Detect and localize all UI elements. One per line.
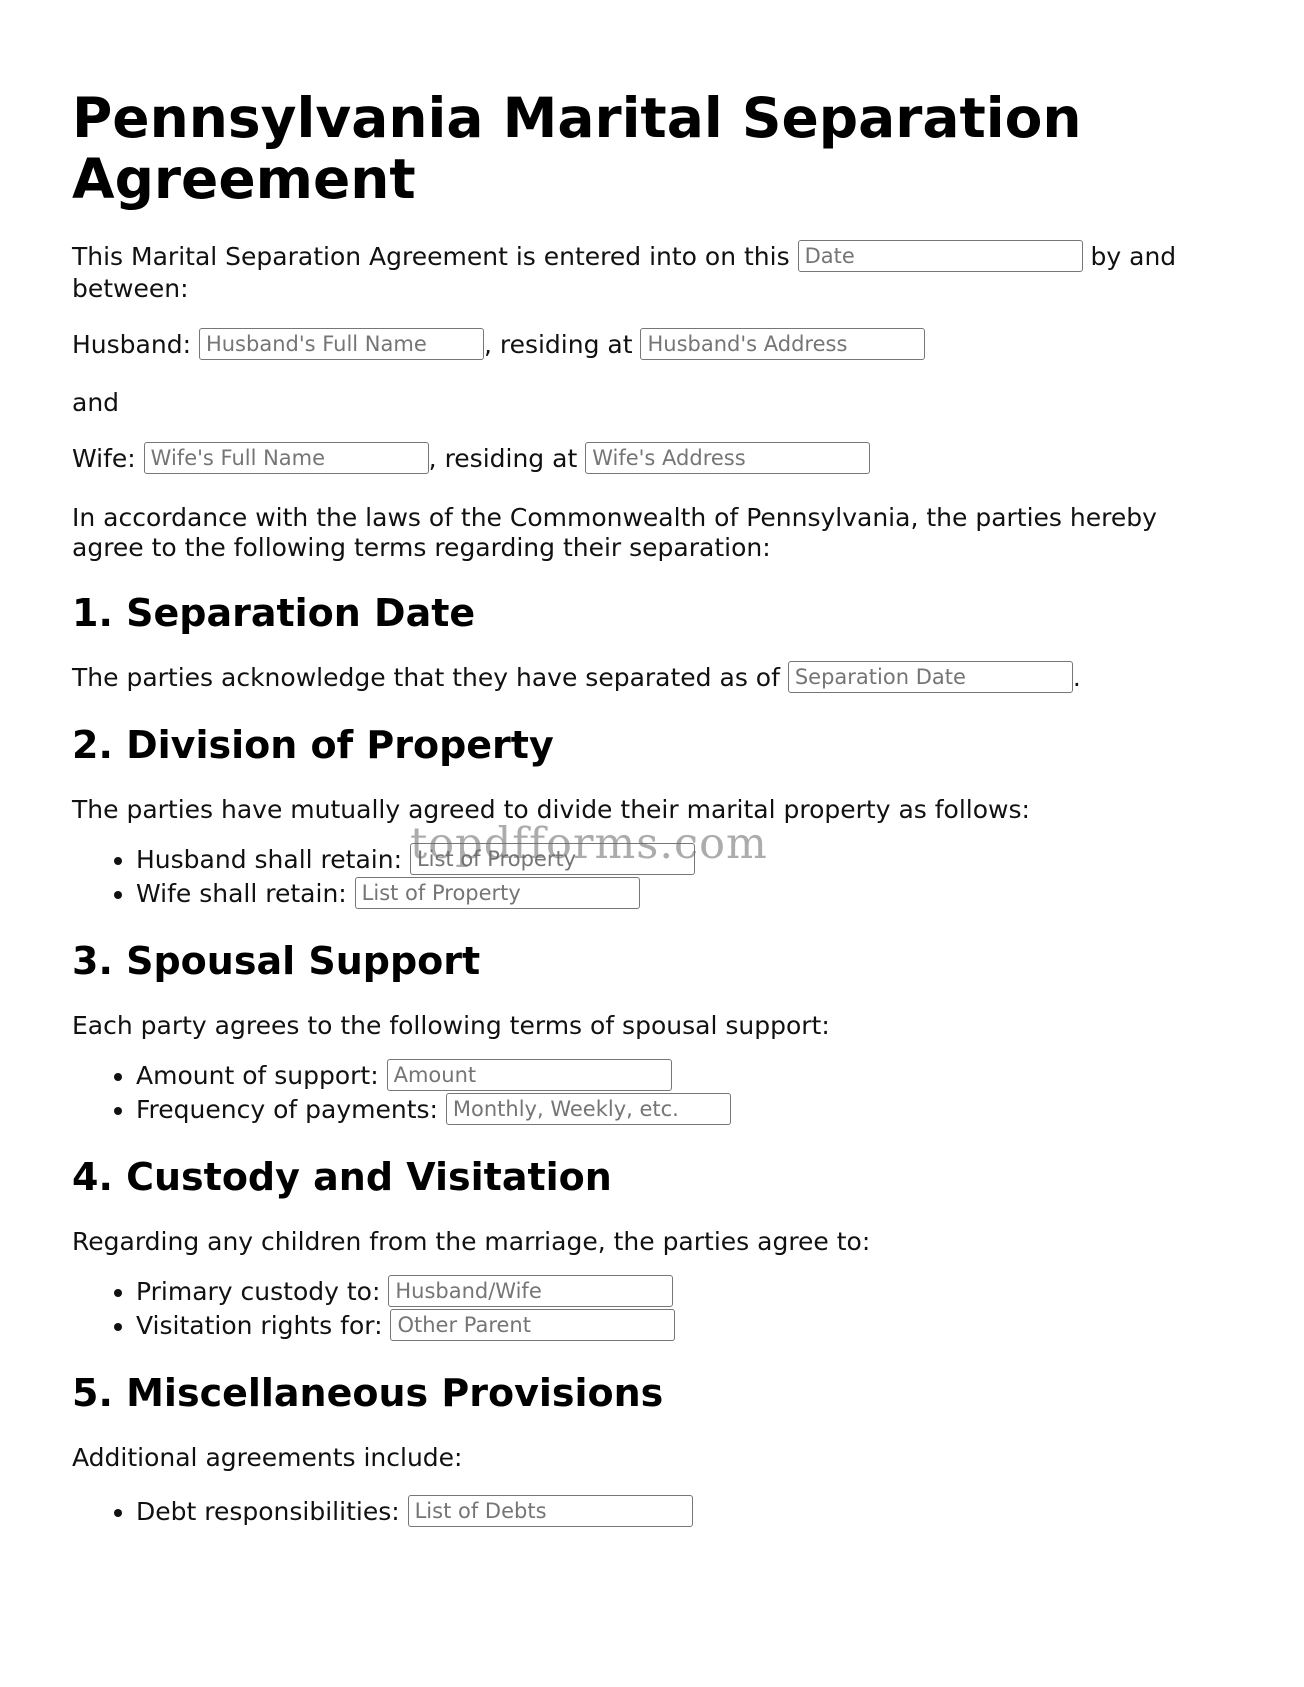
section-5-heading: 5. Miscellaneous Provisions (72, 1371, 664, 1415)
accordance-paragraph: In accordance with the laws of the Commonwealth of Pennsylvania, the parties hereby agree to the following terms regarding their separation: (72, 503, 1157, 562)
section-1-text (72, 663, 1232, 695)
custody-field[interactable] (388, 1275, 673, 1307)
section-1-heading: 1. Separation Date (72, 591, 476, 635)
section-2-heading: 2. Division of Property (72, 723, 554, 767)
list-item (136, 1495, 1232, 1529)
separation-text: The parties acknowledge that they have separated as of (72, 663, 788, 692)
property-list (72, 843, 1232, 911)
misc-list (72, 1495, 1232, 1529)
list-item (136, 1275, 1232, 1309)
wife-residing-text: , residing at (428, 444, 586, 473)
husband-residing-text: , residing at (483, 330, 641, 359)
wife-line (72, 444, 1232, 476)
wife-property-field[interactable] (355, 877, 640, 909)
wife-retain-label: Wife shall retain: (136, 879, 355, 908)
date-field[interactable] (798, 240, 1083, 272)
list-item (136, 877, 1232, 911)
document-title: Pennsylvania Marital Separation Agreement (72, 86, 1082, 211)
section-4-text: Regarding any children from the marriage, the parties agree to: (72, 1227, 871, 1256)
husband-address-field[interactable] (640, 328, 925, 360)
debts-field[interactable] (408, 1495, 693, 1527)
custody-list (72, 1275, 1232, 1343)
amount-label: Amount of support: (136, 1061, 387, 1090)
section-3-text: Each party agrees to the following terms of spousal support: (72, 1011, 830, 1040)
intro-text-end: by and between: (72, 242, 1177, 303)
support-list (72, 1059, 1232, 1127)
section-3-heading: 3. Spousal Support (72, 939, 481, 983)
list-item (136, 1093, 1232, 1127)
husband-retain-label: Husband shall retain: (136, 845, 410, 874)
intro-text: This Marital Separation Agreement is entered into on this (72, 242, 798, 271)
husband-property-field[interactable] (410, 843, 695, 875)
section-5-text: Additional agreements include: (72, 1443, 463, 1472)
wife-address-field[interactable] (585, 442, 870, 474)
husband-line (72, 330, 1232, 362)
document-page (72, 88, 1232, 1529)
custody-label: Primary custody to: (136, 1277, 389, 1306)
wife-label: Wife: (72, 444, 144, 473)
section-2-text: The parties have mutually agreed to divide their marital property as follows: (72, 795, 1030, 824)
debt-label: Debt responsibilities: (136, 1497, 408, 1526)
separation-date-field[interactable] (788, 661, 1073, 693)
visitation-field[interactable] (390, 1309, 675, 1341)
visitation-label: Visitation rights for: (136, 1311, 391, 1340)
husband-name-field[interactable] (199, 328, 484, 360)
wife-name-field[interactable] (144, 442, 429, 474)
watermark: topdfforms.com (410, 819, 768, 869)
and-text: and (72, 388, 120, 417)
frequency-field[interactable] (446, 1093, 731, 1125)
amount-field[interactable] (387, 1059, 672, 1091)
husband-label: Husband: (72, 330, 199, 359)
intro-paragraph (72, 242, 1232, 304)
frequency-label: Frequency of payments: (136, 1095, 446, 1124)
list-item (136, 1059, 1232, 1093)
section-4-heading: 4. Custody and Visitation (72, 1155, 612, 1199)
period-text: . (1072, 663, 1081, 692)
list-item (136, 1309, 1232, 1343)
list-item (136, 843, 1232, 877)
